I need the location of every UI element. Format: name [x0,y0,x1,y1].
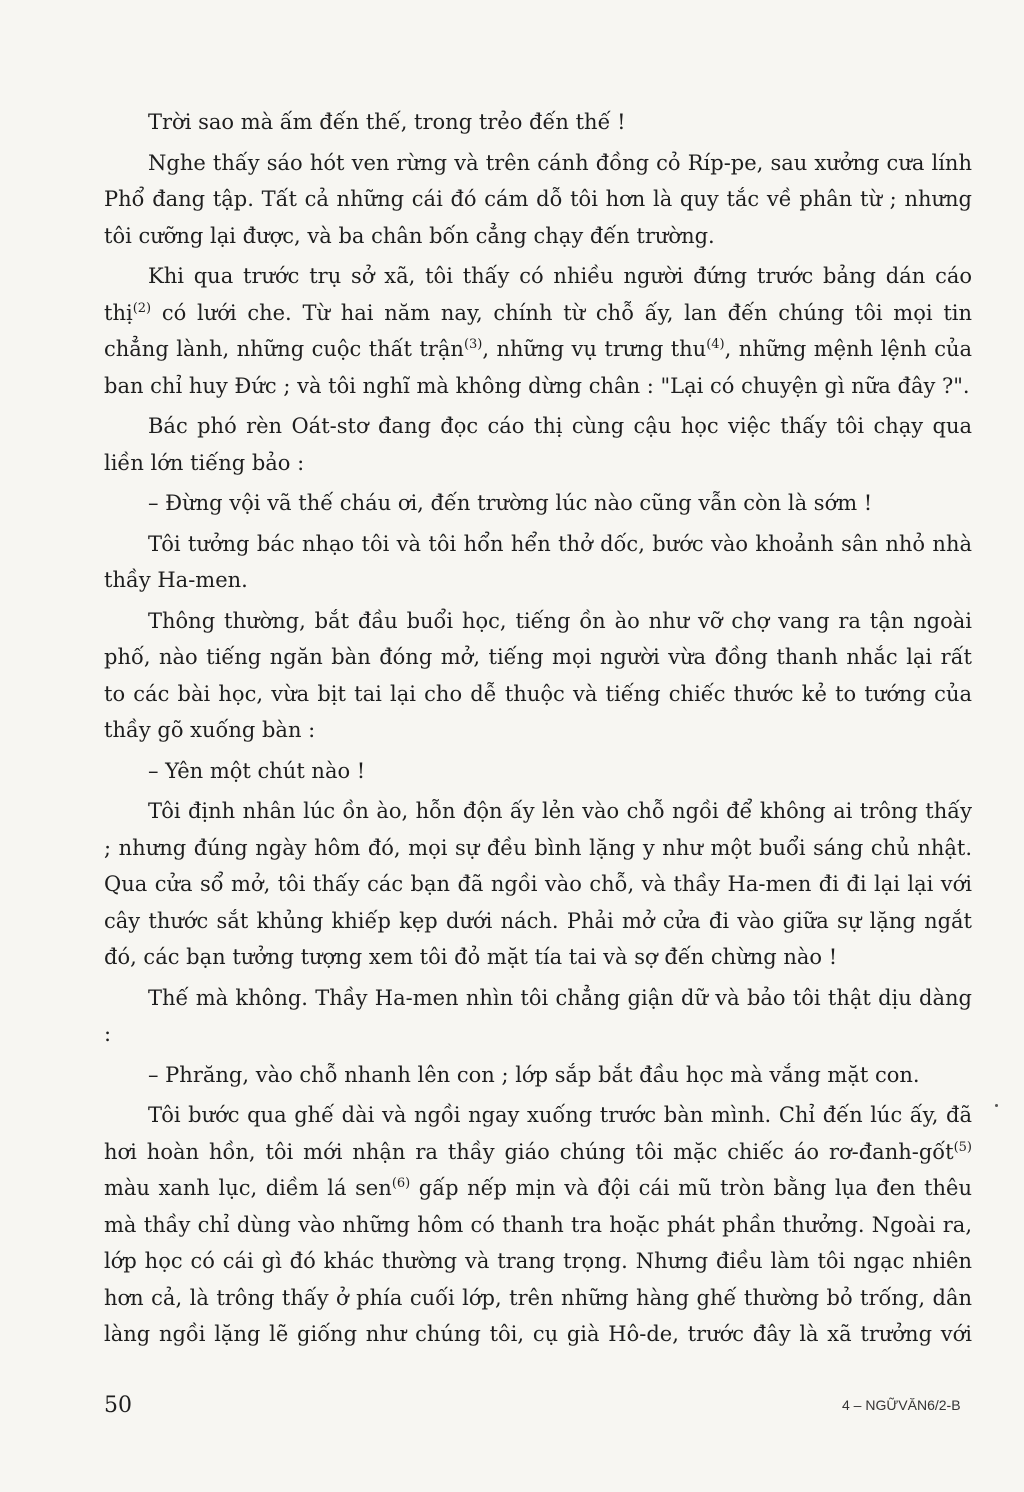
print-speck [995,1104,998,1107]
text-run: gấp nếp mịn và đội cái mũ tròn bằng lụa đen thêu mà thầy chỉ dùng vào những hôm có thanh tra hoặc phát phần thưởng. Ngoài ra, lớp học có cái gì đó khác thường và trang trọng. Nhưng điều làm tôi ngạc nhiên hơn cả, là trông thấy ở phía cuối lớp, trên những hàng ghế thường bỏ trống, dân làng ngồi lặng lẽ giống như chúng tôi, cụ già Hô-de, trước đây là xã trưởng với [104,1176,973,1346]
text-run: , những vụ trưng thu [482,337,707,361]
page-number: 50 [104,1393,132,1418]
paragraph: Trời sao mà ấm đến thế, trong trẻo đến thế ! [148,110,626,134]
paragraph: Nghe thấy sáo hót ven rừng và trên cánh đồng cỏ Ríp-pe, sau xưởng cưa lính Phổ đang tập. Tất cả những cái đó cám dỗ tôi hơn là quy tắc về phân từ ; nhưng tôi cưỡng lại được, và ba chân bốn cẳng chạy đến trường. [104,150,972,248]
paragraph: Tôi định nhân lúc ồn ào, hỗn độn ấy lẻn vào chỗ ngồi để không ai trông thấy ; nhưng đúng ngày hôm đó, mọi sự đều bình lặng y như một buổi sáng chủ nhật. Qua cửa sổ mở, tôi thấy các bạn đã ngồi vào chỗ, và thầy Ha-men đi đi lại lại với cây thước sắt khủng khiếp kẹp dưới nách. Phải mở cửa đi vào giữa sự lặng ngắt đó, các bạn tưởng tượng xem tôi đỏ mặt tía tai và sợ đến chừng nào ! [104,799,972,969]
text-run: có lưới che. Từ hai năm nay, chính từ chỗ ấy, lan đến chúng tôi mọi tin chẳng lành, những cuộc thất trận [104,300,972,361]
body-text [104,104,972,1357]
paragraph: Thông thường, bắt đầu buổi học, tiếng ồn ào như vỡ chợ vang ra tận ngoài phố, nào tiếng ngăn bàn đóng mở, tiếng mọi người vừa đồng thanh nhắc lại rất to các bài học, vừa bịt tai lại cho dễ thuộc và tiếng chiếc thước kẻ to tướng của thầy gõ xuống bàn : [104,608,972,742]
footnote-ref: (2) [132,300,152,316]
footnote-ref: (6) [391,1176,411,1191]
paragraph: Bác phó rèn Oát-stơ đang đọc cáo thị cùng cậu học việc thấy tôi chạy qua liền lớn tiếng bảo : [104,414,972,475]
footnote-ref: (5) [953,1139,972,1155]
text-run: Khi qua trước trụ sở xã, tôi thấy có nhiều người đứng trước bảng dán cáo thị [104,264,972,325]
dialogue-line: – Đừng vội vã thế cháu ơi, đến trường lúc nào cũng vẫn còn là sớm ! [148,491,873,515]
text-run: màu xanh lục, diềm lá sen [104,1176,392,1200]
footer-code: 4 – NGỮVĂN6/2-B [842,1397,961,1413]
paragraph [104,1097,972,1353]
text-run: Tôi bước qua ghế dài và ngồi ngay xuống trước bàn mình. Chỉ đến lúc ấy, đã hơi hoàn hồn, tôi mới nhận ra thầy giáo chúng tôi mặc chiếc áo rơ-đanh-gốt [104,1103,972,1164]
text-run: , những mệnh lệnh của ban chỉ huy Đức ; và tôi nghĩ mà không dừng chân : "Lại có chuyện gì nữa đây ?". [104,337,973,398]
footnote-ref: (4) [706,337,725,352]
dialogue-line: – Yên một chút nào ! [148,758,366,783]
dialogue-line: – Phrăng, vào chỗ nhanh lên con ; lớp sắp bắt đầu học mà vắng mặt con. [148,1062,920,1087]
paragraph: Thế mà không. Thầy Ha-men nhìn tôi chẳng giận dữ và bảo tôi thật dịu dàng : [104,985,972,1046]
paragraph [104,258,972,404]
paragraph: Tôi tưởng bác nhạo tôi và tôi hổn hển thở dốc, bước vào khoảnh sân nhỏ nhà thầy Ha-men. [104,531,972,592]
footnote-ref: (3) [463,337,483,352]
